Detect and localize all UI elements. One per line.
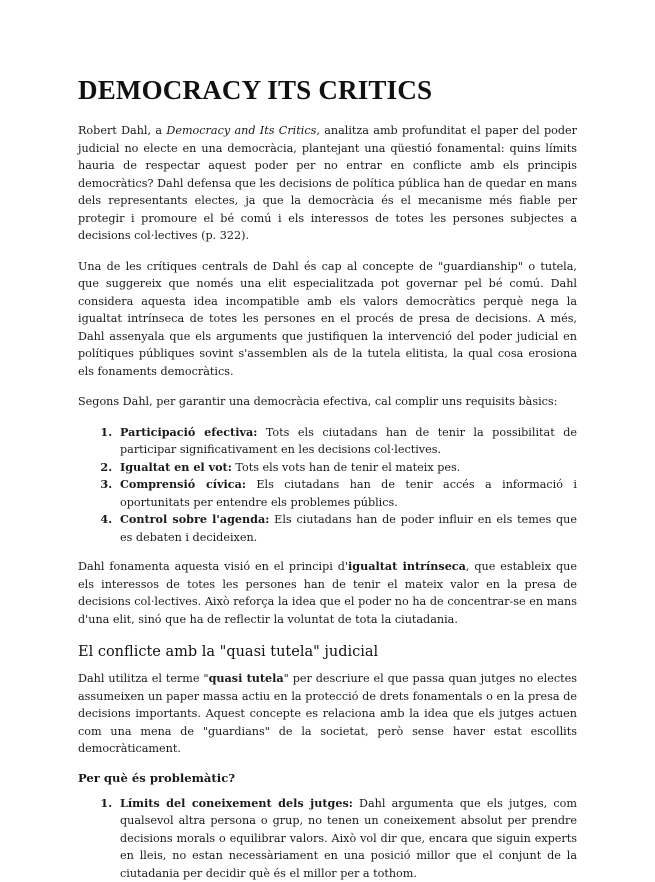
guardianship-paragraph: Una de les crítiques centrals de Dahl és cap al concepte de "guardianship" o tutela, que suggereix que només una elit especialitzada pot governar pel bé comú. Dahl considera aquesta idea incompatible amb els valors democràtics perquè nega la igualtat intrínseca de totes les persones en el procés de presa de decisions. A més, Dahl assenyala que els arguments que justifiquen la intervenció del poder judicial en polítiques públiques sovint s'assemblen als de la tutela elitista, la qual cosa erosiona els fonaments democràtics. (78, 258, 577, 381)
list-item: 4. Control sobre l'agenda: Els ciutadans han de poder influir en els temes que es debaten i decideixen. (116, 511, 577, 546)
intro-text-end: , analitza amb profunditat el paper del poder judicial no electe en una democràcia, plantejant una qüestió fonamental: quins límits hauria de respectar aquest poder per no entrar en conflicte amb els principis democràtics? Dahl defensa que les decisions de política pública han de quedar en mans dels representants electes, ja que la democràcia és el mecanisme més fiable per protegir i promoure el bé comú i els interessos de totes les persones subjectes a decisions col·lectives (p. 322). (78, 124, 577, 242)
list-item: 1. Participació efectiva: Tots els ciutadans han de tenir la possibilitat de participar significativament en les decisions col·lectives. (116, 424, 577, 459)
subheading: Per què és problemàtic? (78, 771, 577, 785)
intrinsic-equality-paragraph: Dahl fonamenta aquesta visió en el principi d'igualtat intrínseca, que estableix que els interessos de totes les persones han de tenir el mateix valor en la presa de decisions col·lectives. Això reforça la idea que el poder no ha de concentrar-se en mans d'una elit, sinó que ha de reflectir la voluntat de tota la ciutadania. (78, 558, 577, 628)
section-heading: El conflicte amb la "quasi tutela" judicial (78, 644, 577, 660)
problems-list (78, 795, 577, 882)
document-title: DEMOCRACY ITS CRITICS (78, 75, 577, 106)
book-title: Democracy and Its Critics (166, 124, 316, 137)
list-item: 3. Comprensió cívica: Els ciutadans han de tenir accés a informació i oportunitats per entendre els problemes públics. (116, 476, 577, 511)
intro-paragraph (78, 122, 577, 245)
requirements-list (78, 424, 577, 547)
quasi-tutela-paragraph: Dahl utilitza el terme "quasi tutela" per descriure el que passa quan jutges no electes assumeixen un paper massa actiu en la protecció de drets fonamentals o en la presa de decisions importants. Aquest concepte es relaciona amb la idea que els jutges actuen com una mena de "guardians" de la societat, però sense haver estat escollits democràticament. (78, 670, 577, 758)
list-item: 1. Límits del coneixement dels jutges: Dahl argumenta que els jutges, com qualsevol altra persona o grup, no tenen un coneixement absolut per prendre decisions morals o equilibrar valors. Això vol dir que, encara que siguin experts en lleis, no estan necessàriament en una posició millor que el conjunt de la ciutadania per decidir què és el millor per a tothom. (116, 795, 577, 882)
intro-text-start: Robert Dahl, a (78, 124, 166, 137)
requirements-intro: Segons Dahl, per garantir una democràcia efectiva, cal complir uns requisits bàsics: (78, 393, 577, 411)
list-item: 2. Igualtat en el vot: Tots els vots han de tenir el mateix pes. (116, 459, 577, 477)
